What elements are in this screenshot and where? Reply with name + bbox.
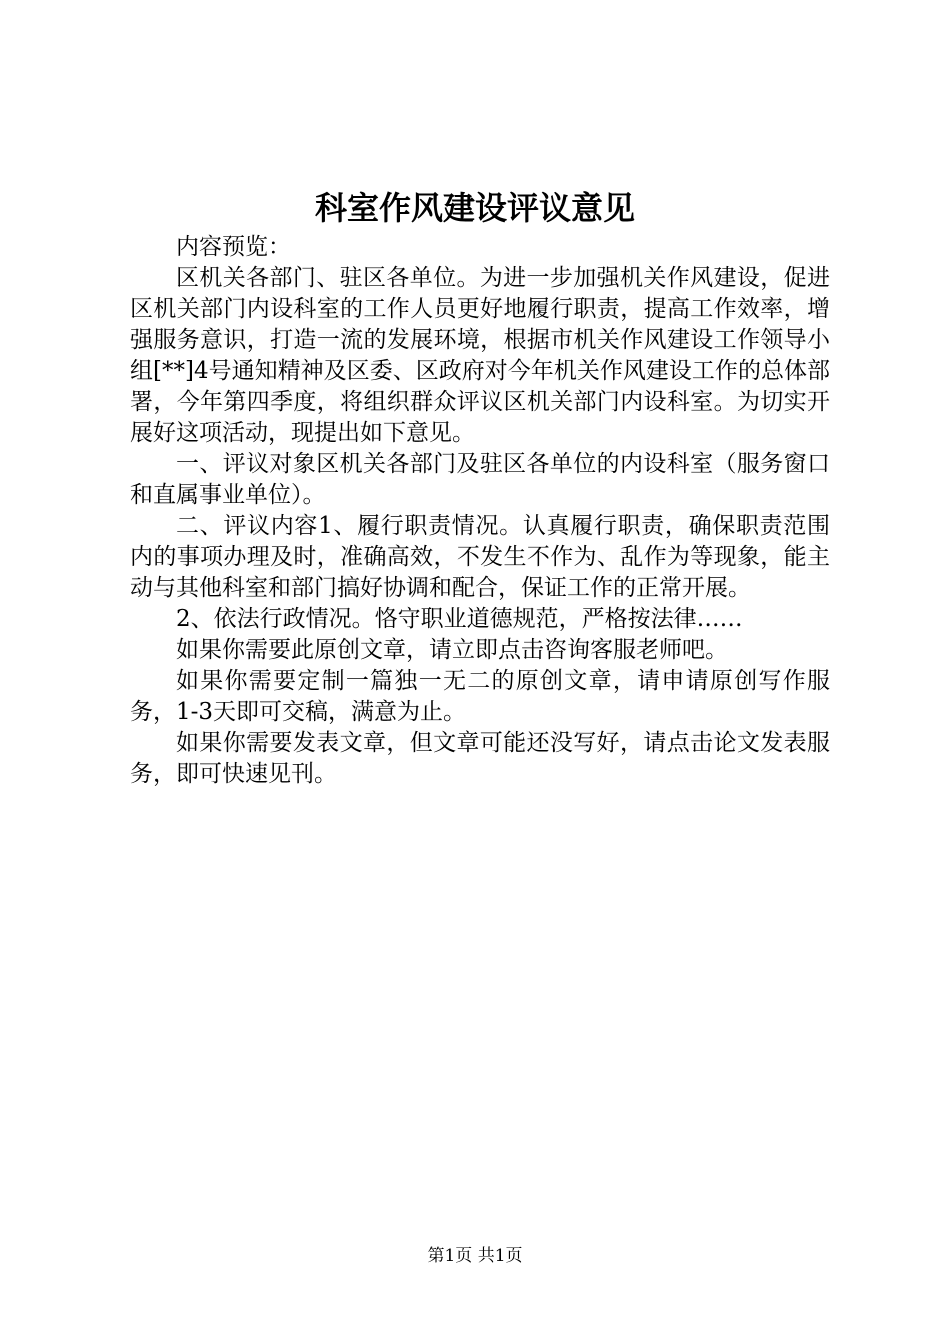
paragraph-section-1: 一、评议对象区机关各部门及驻区各单位的内设科室（服务窗口和直属事业单位）。 <box>130 451 830 508</box>
paragraph-intro: 区机关各部门、驻区各单位。为进一步加强机关作风建设，促进区机关部门内设科室的工作人员更好地履行职责，提高工作效率，增强服务意识，打造一流的发展环境，根据市机关作风建设工作领导小组[**]4号通知精神及区委、区政府对今年机关作风建设工作的总体部署，今年第四季度，将组织群众评议区机关部门内设科室。为切实开展好这项活动，现提出如下意见。 <box>130 265 830 446</box>
paragraph-section-2: 二、评议内容1、履行职责情况。认真履行职责，确保职责范围内的事项办理及时，准确高效，不发生不作为、乱作为等现象，能主动与其他科室和部门搞好协调和配合，保证工作的正常开展。 <box>130 513 830 601</box>
document-body <box>130 232 830 790</box>
paragraph-promo-consult: 如果你需要此原创文章，请立即点击咨询客服老师吧。 <box>176 637 728 663</box>
preview-label: 内容预览： <box>176 234 291 260</box>
document-title: 科室作风建设评议意见 <box>314 189 635 227</box>
paragraph-promo-custom: 如果你需要定制一篇独一无二的原创文章，请申请原创写作服务，1-3天即可交稿，满意为止。 <box>130 668 830 725</box>
paragraph-section-2-item-2: 2、依法行政情况。恪守职业道德规范，严格按法律…… <box>176 606 743 632</box>
paragraph-promo-publish: 如果你需要发表文章，但文章可能还没写好，请点击论文发表服务，即可快速见刊。 <box>130 730 830 787</box>
page-footer: 第1页 共1页 <box>427 1246 523 1266</box>
